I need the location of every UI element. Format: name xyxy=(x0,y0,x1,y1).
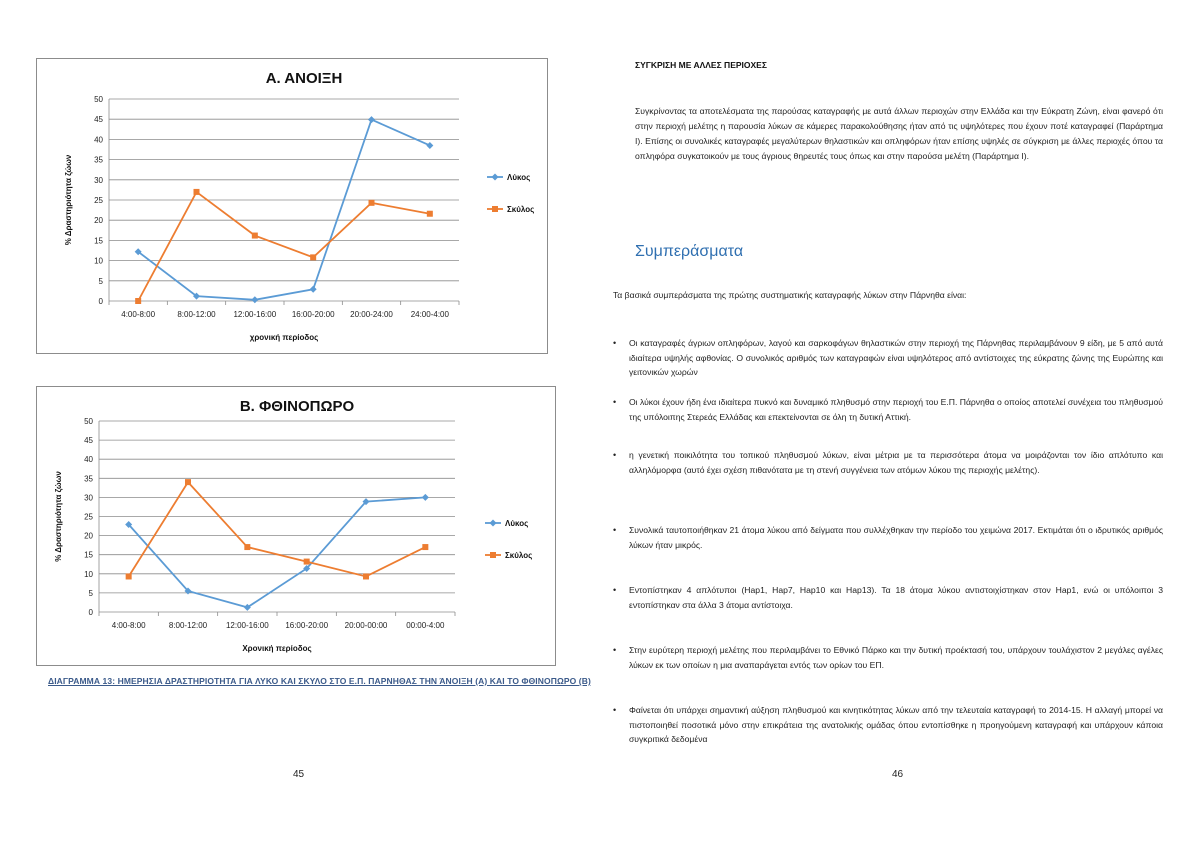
legend-marker xyxy=(492,206,498,212)
conclusions-heading: Συμπεράσματα xyxy=(635,243,744,260)
bullet-dot: • xyxy=(613,585,617,595)
y-tick-label: 25 xyxy=(94,196,103,205)
data-point-dog xyxy=(369,200,375,206)
bullet-text: Οι λύκοι έχουν ήδη ένα ιδιαίτερα πυκνό και δυναμικό πληθυσμό στην περιοχή του Ε.Π. Πάρνηθα ο οποίος αποτελεί συνέχεια του πληθυσμού της υπόλοιπης Στερεάς Ελλάδας και επεκτείνονται σε όλη τη δυτική Αττική. xyxy=(629,397,1163,422)
legend-label: Σκύλος xyxy=(507,205,535,214)
x-tick-label: 20:00-24:00 xyxy=(350,310,393,319)
x-tick-label: 4:00-8:00 xyxy=(111,621,146,630)
comparison-heading: ΣΥΓΚΡΙΣΗ ΜΕ ΑΛΛΕΣ ΠΕΡΙΟΧΕΣ xyxy=(635,60,767,70)
y-tick-label: 30 xyxy=(84,493,93,503)
legend-label: Λύκος xyxy=(507,173,531,182)
bullet-dot: • xyxy=(613,705,617,715)
x-tick-label: 12:00-16:00 xyxy=(233,310,277,319)
x-tick-label: 8:00-12:00 xyxy=(168,621,208,630)
legend-marker xyxy=(490,552,496,558)
bullet-text: η γενετική ποικιλότητα του τοπικού πληθυσμού λύκων, είναι μέτρια με τα περισσότερα άτομα να μοιράζονται τον ίδιο απλότυπο και αλληλόμορφα (αυτό έχει σχέση πιθανότατα με τη στενή συγγένεια των ατόμων λύκου της περιοχής μελέτης). xyxy=(629,450,1163,475)
page-number: 45 xyxy=(293,769,305,780)
y-tick-label: 45 xyxy=(84,436,93,446)
bullet-text: Στην ευρύτερη περιοχή μελέτης που περιλαμβάνει το Εθνικό Πάρκο και την δυτική προέκτασή του, υπάρχουν τουλάχιστον 2 μεγάλες αγέλες λύκων εκ των οποίων η μια αναπαράγεται εντός των ορίων του ΕΠ. xyxy=(629,645,1163,670)
y-tick-label: 15 xyxy=(94,236,103,246)
chart-title: Β. ΦΘΙΝΟΠΩΡΟ xyxy=(239,398,355,415)
data-point-dog xyxy=(135,298,141,304)
legend-marker xyxy=(492,174,499,181)
data-point-dog xyxy=(427,211,433,217)
right-page xyxy=(600,0,1200,848)
y-tick-label: 5 xyxy=(88,588,93,598)
y-axis-label: % Δραστηριότητα ζώων xyxy=(54,471,63,562)
series-line-wolf xyxy=(129,497,426,607)
y-tick-label: 10 xyxy=(94,256,103,266)
data-point-dog xyxy=(310,254,316,260)
chart-svg xyxy=(37,387,555,665)
data-point-dog xyxy=(185,479,191,485)
x-tick-label: 4:00-8:00 xyxy=(121,310,156,319)
y-tick-label: 50 xyxy=(94,95,103,104)
bullet-dot: • xyxy=(613,397,617,407)
comparison-paragraph: Συγκρίνοντας τα αποτελέσματα της παρούσας καταγραφής με αυτά άλλων περιοχών στην Ελλάδα και την Εύκρατη Ζώνη, είναι φανερό ότι στην περιοχή μελέτης η παρουσία λύκων σε κάμερες παρακολούθησης ήταν από τις υψηλότερες που έχουν ποτέ καταγραφεί (Παράρτημα Ι). Επίσης οι συνολικές καταγραφές μεγαλύτερων θηλαστικών και οπληφόρων ήταν επίσης υψηλές σε σύγκριση με άλλες περιοχές όπου τα οπληφόρα συγκατοικούν με τους άγριους θηρευτές τους όπως και στην παρούσα μελέτη (Παράρτημα Ι). xyxy=(635,106,1163,161)
y-tick-label: 15 xyxy=(84,550,93,560)
autumn-activity-chart xyxy=(36,386,556,666)
x-axis-label: Χρονική περίοδος xyxy=(242,644,312,653)
x-axis-label: χρονική περίοδος xyxy=(249,333,319,342)
y-tick-label: 35 xyxy=(94,155,103,165)
conclusion-bullet xyxy=(613,523,1163,552)
bullet-dot: • xyxy=(613,338,617,348)
conclusions-lead: Τα βασικά συμπεράσματα της πρώτης συστηματικής καταγραφής λύκων στην Πάρνηθα είναι: xyxy=(613,290,967,300)
data-point-wolf xyxy=(310,286,317,293)
bullet-dot: • xyxy=(613,525,617,535)
conclusion-bullet xyxy=(613,643,1163,672)
bullet-text: Φαίνεται ότι υπάρχει σημαντική αύξηση πληθυσμού και κινητικότητας λύκων από την τελευταία καταγραφή το 2014-15. Η αλλαγή μπορεί να πιστοποιηθεί ποσοτικά μόνο στην επικράτεια της ανατολικής ομάδας όπου εντοπίσθηκε η προηγούμενη καταγραφή και υπάρχουν κάποια συγκριτικά δεδομένα xyxy=(629,705,1163,744)
data-point-dog xyxy=(244,544,250,550)
y-tick-label: 40 xyxy=(84,455,93,465)
y-tick-label: 10 xyxy=(84,569,93,579)
data-point-wolf xyxy=(422,494,429,501)
series-line-wolf xyxy=(138,120,430,300)
conclusion-bullet xyxy=(613,448,1163,477)
x-tick-label: 16:00-20:00 xyxy=(291,310,335,319)
data-point-wolf xyxy=(426,142,433,149)
y-tick-label: 40 xyxy=(94,135,103,145)
y-tick-label: 0 xyxy=(98,297,103,306)
data-point-dog xyxy=(422,544,428,550)
y-tick-label: 20 xyxy=(84,531,93,541)
y-tick-label: 50 xyxy=(84,417,93,426)
conclusion-bullet xyxy=(613,703,1163,747)
page-number: 46 xyxy=(892,769,904,780)
y-tick-label: 30 xyxy=(94,175,103,185)
data-point-dog xyxy=(194,189,200,195)
figure-caption: ΔΙΑΓΡΑΜΜΑ 13: ΗΜΕΡΗΣΙΑ ΔΡΑΣΤΗΡΙΟΤΗΤΑ ΓΙΑ ΛΥΚΟ ΚΑΙ ΣΚΥΛΟ ΣΤΟ Ε.Π. ΠΑΡΝΗΘΑΣ ΤΗΝ ΆΝΟΙΞΗ (Α) ΚΑΙ ΤΟ ΦΘΙΝΟΠΩΡΟ (Β) xyxy=(48,676,591,686)
data-point-dog xyxy=(304,559,310,565)
legend-label: Σκύλος xyxy=(505,551,533,560)
x-tick-label: 16:00-20:00 xyxy=(285,621,329,630)
data-point-dog xyxy=(126,573,132,579)
x-tick-label: 24:00-4:00 xyxy=(410,310,449,319)
y-tick-label: 45 xyxy=(94,115,103,125)
bullet-text: Οι καταγραφές άγριων οπληφόρων, λαγού και σαρκοφάγων θηλαστικών στην περιοχή της Πάρνηθας περιλαμβάνουν 9 είδη, με 5 από αυτά ιδιαίτερα υψηλής αφθονίας. Ο συνολικός αριθμός των καταγραφών είναι υψηλότερος από αντίστοιχες της εύκρατης ζώνης της Ευρώπης και γειτονικών χωρών xyxy=(629,338,1163,377)
data-point-dog xyxy=(252,233,258,239)
x-tick-label: 12:00-16:00 xyxy=(225,621,269,630)
conclusion-bullet xyxy=(613,395,1163,424)
y-tick-label: 20 xyxy=(94,216,103,226)
data-point-wolf xyxy=(251,296,258,303)
x-tick-label: 20:00-00:00 xyxy=(344,621,388,630)
data-point-dog xyxy=(363,573,369,579)
x-tick-label: 00:00-4:00 xyxy=(406,621,445,630)
conclusion-bullet xyxy=(613,336,1163,380)
y-tick-label: 25 xyxy=(84,512,93,522)
data-point-wolf xyxy=(368,116,375,123)
bullet-dot: • xyxy=(613,450,617,460)
conclusion-bullet xyxy=(613,583,1163,612)
chart-svg xyxy=(37,59,547,353)
bullet-text: Συνολικά ταυτοποιήθηκαν 21 άτομα λύκου από δείγματα που συλλέχθηκαν την περίοδο του χειμώνα 2017. Εκτιμάται ότι ο ιδρυτικός αριθμός λύκων ήταν μικρός. xyxy=(629,525,1163,550)
x-tick-label: 8:00-12:00 xyxy=(177,310,216,319)
legend-marker xyxy=(490,520,497,527)
legend-label: Λύκος xyxy=(505,519,529,528)
y-tick-label: 5 xyxy=(98,276,103,286)
chart-title: Α. ΑΝΟΙΞΗ xyxy=(265,70,343,87)
y-axis-label: % Δραστηριότητα ζώων xyxy=(64,154,73,246)
y-tick-label: 35 xyxy=(84,474,93,484)
bullet-text: Εντοπίστηκαν 4 απλότυποι (Hap1, Hap7, Hap10 και Hap13). Τα 18 άτομα λύκου αντιστοιχίστηκαν στον Hap1, ενώ οι υπόλοιποι 3 εντοπίστηκαν στα άλλα 3 άτομα αντίστοιχα. xyxy=(629,585,1163,610)
bullet-dot: • xyxy=(613,645,617,655)
y-tick-label: 0 xyxy=(88,608,93,617)
spring-activity-chart xyxy=(36,58,548,354)
series-line-dog xyxy=(129,482,426,576)
